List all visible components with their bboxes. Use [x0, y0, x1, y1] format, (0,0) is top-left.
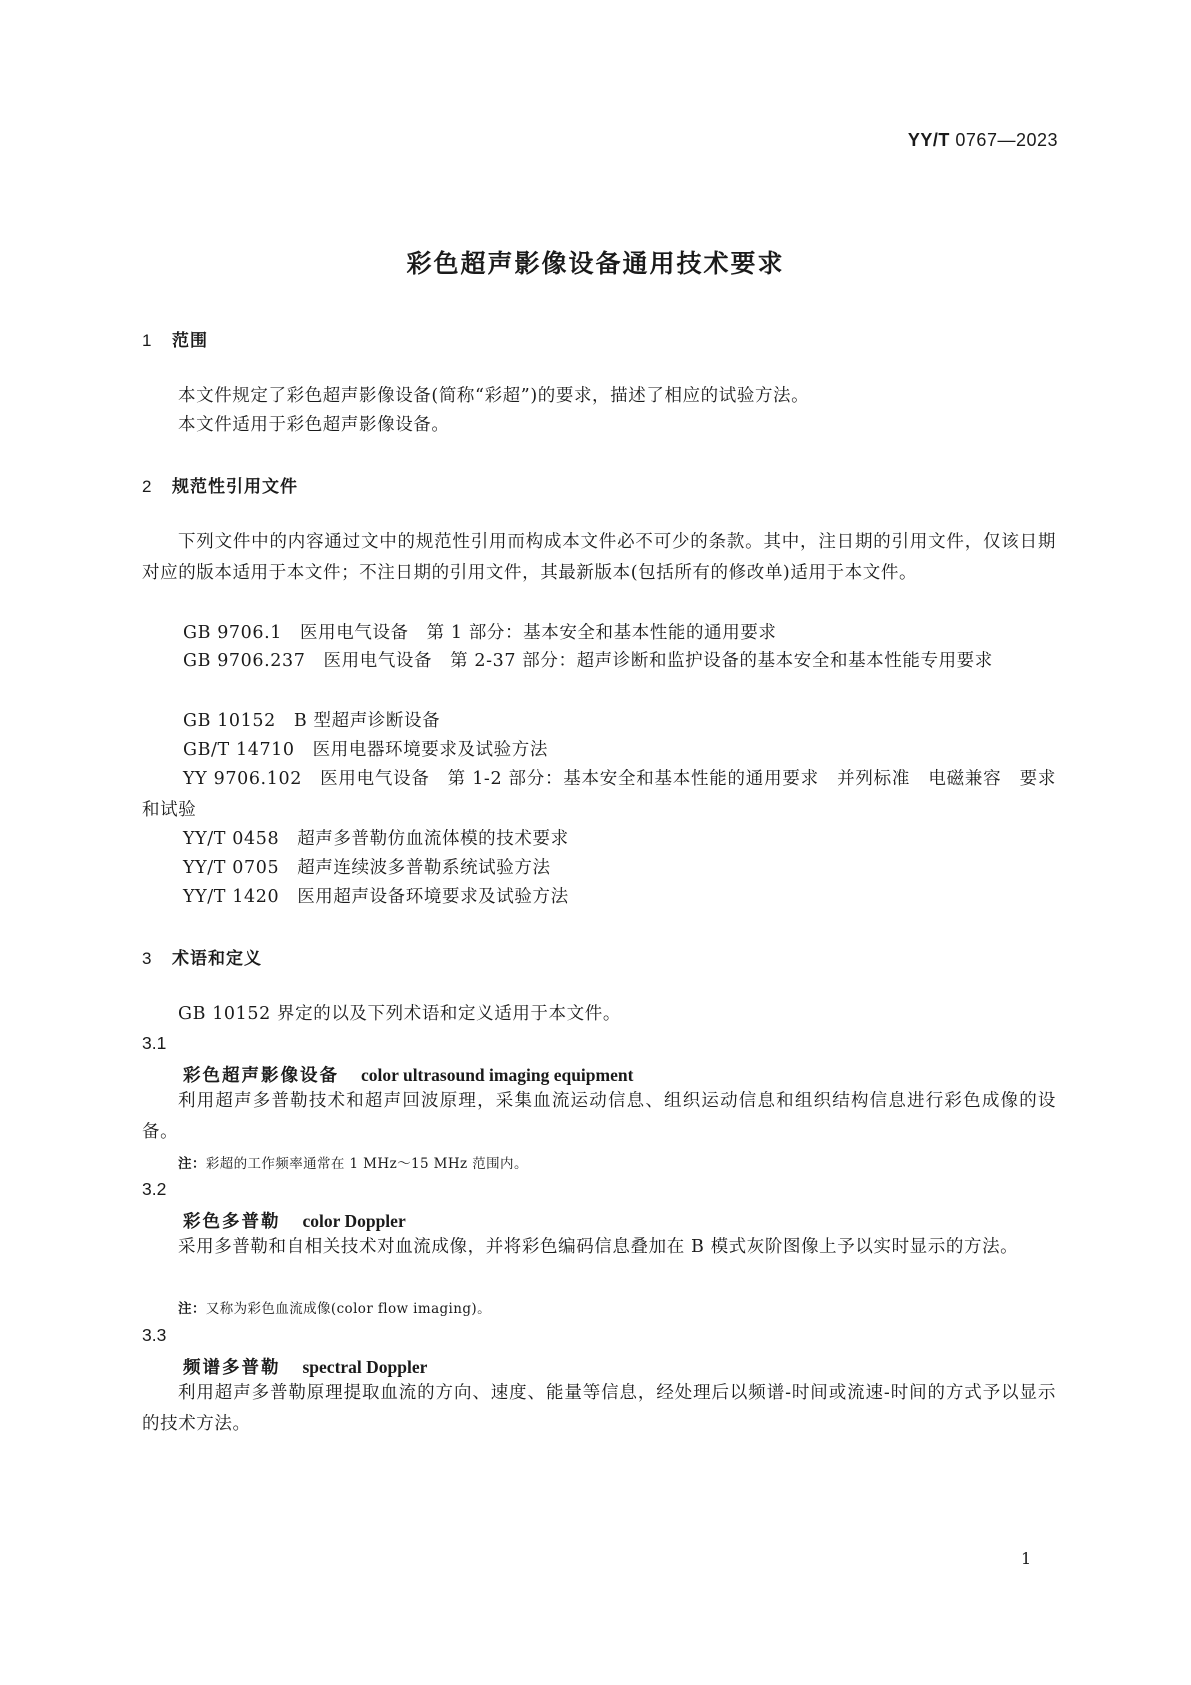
scope-paragraph-1: 本文件规定了彩色超声影像设备(简称“彩超”)的要求，描述了相应的试验方法。 — [178, 386, 810, 406]
scope-paragraph-2: 本文件适用于彩色超声影像设备。 — [178, 415, 450, 435]
section-title: 术语和定义 — [172, 949, 262, 969]
reference-title: 超声连续波多普勒系统试验方法 — [297, 858, 551, 878]
reference-part: 第 1-2 部分：基本安全和基本性能的通用要求 并列标准 电磁兼容 要求和试验 — [142, 769, 1056, 820]
reference-code: YY 9706.102 — [183, 769, 302, 789]
note-text: 彩超的工作频率通常在 1 MHz～15 MHz 范围内。 — [205, 1156, 528, 1172]
term-en: color ultrasound imaging equipment — [361, 1065, 634, 1085]
reference-item — [183, 825, 569, 850]
section-number: 2 — [142, 477, 153, 496]
term-definition: 采用多普勒和自相关技术对血流成像，并将彩色编码信息叠加在 B 模式灰阶图像上予以实时显示的方法。 — [178, 1237, 1019, 1257]
term-number: 3.2 — [142, 1179, 167, 1199]
term-definition: 利用超声多普勒原理提取血流的方向、速度、能量等信息，经处理后以频谱-时间或流速-时间的方式予以显示的技术方法。 — [142, 1383, 1056, 1434]
reference-item — [142, 646, 1056, 677]
term-number: 3.3 — [142, 1325, 167, 1345]
reference-part: 第 1 部分：基本安全和基本性能的通用要求 — [426, 623, 777, 643]
section-2-heading — [142, 472, 298, 497]
terms-intro: GB 10152 界定的以及下列术语和定义适用于本文件。 — [178, 1004, 621, 1024]
normative-references-intro: 下列文件中的内容通过文中的规范性引用而构成本文件必不可少的条款。其中，注日期的引用文件，仅该日期对应的版本适用于本文件；不注日期的引用文件，其最新版本(包括所有的修改单)适用于本文件。 — [142, 532, 1056, 583]
note-label: 注： — [178, 1156, 206, 1172]
reference-title: 医用超声设备环境要求及试验方法 — [297, 887, 569, 907]
section-3-heading — [142, 944, 262, 969]
reference-code: GB 10152 — [183, 711, 276, 731]
reference-item — [183, 707, 440, 732]
term-zh: 彩色超声影像设备 — [183, 1066, 339, 1086]
term-en: color Doppler — [302, 1211, 406, 1231]
reference-item — [183, 883, 569, 908]
reference-title: 医用电气设备 — [300, 623, 409, 643]
section-title: 规范性引用文件 — [172, 477, 298, 497]
term-zh: 频谱多普勒 — [183, 1358, 281, 1378]
term-heading — [183, 1208, 406, 1233]
term-heading — [183, 1354, 427, 1379]
reference-code: GB 9706.237 — [183, 651, 306, 671]
term-definition: 利用超声多普勒技术和超声回波原理，采集血流运动信息、组织运动信息和组织结构信息进行彩色成像的设备。 — [142, 1091, 1056, 1142]
reference-title: B 型超声诊断设备 — [293, 711, 441, 731]
page-number: 1 — [1021, 1549, 1032, 1568]
reference-code: GB 9706.1 — [183, 623, 283, 643]
term-note — [178, 1297, 491, 1317]
section-1-heading — [142, 326, 208, 351]
note-label: 注： — [178, 1301, 206, 1317]
term-zh: 彩色多普勒 — [183, 1212, 281, 1232]
reference-item — [183, 854, 551, 879]
reference-title: 医用电气设备 — [319, 769, 430, 789]
term-number: 3.1 — [142, 1033, 167, 1053]
reference-title: 医用电气设备 — [323, 651, 433, 671]
term-en: spectral Doppler — [302, 1357, 428, 1377]
note-text: 又称为彩色血流成像(color flow imaging)。 — [205, 1301, 491, 1317]
reference-part: 第 2-37 部分：超声诊断和监护设备的基本安全和基本性能专用要求 — [450, 651, 993, 671]
section-number: 3 — [142, 949, 153, 968]
standard-code-number: 0767—2023 — [949, 130, 1058, 150]
document-title: 彩色超声影像设备通用技术要求 — [406, 249, 785, 278]
reference-code: YY/T 1420 — [183, 887, 280, 907]
reference-title: 医用电器环境要求及试验方法 — [312, 740, 548, 760]
reference-item — [142, 764, 1056, 826]
reference-item — [183, 619, 777, 644]
reference-code: YY/T 0458 — [183, 829, 280, 849]
reference-title: 超声多普勒仿血流体模的技术要求 — [297, 829, 569, 849]
section-title: 范围 — [172, 331, 208, 351]
section-number: 1 — [142, 331, 153, 350]
standard-code-prefix: YY/T — [907, 130, 950, 150]
reference-item — [183, 736, 548, 761]
reference-code: GB/T 14710 — [183, 740, 295, 760]
term-note — [178, 1152, 528, 1172]
reference-code: YY/T 0705 — [183, 858, 280, 878]
term-heading — [183, 1062, 633, 1087]
standard-code — [908, 130, 1058, 151]
